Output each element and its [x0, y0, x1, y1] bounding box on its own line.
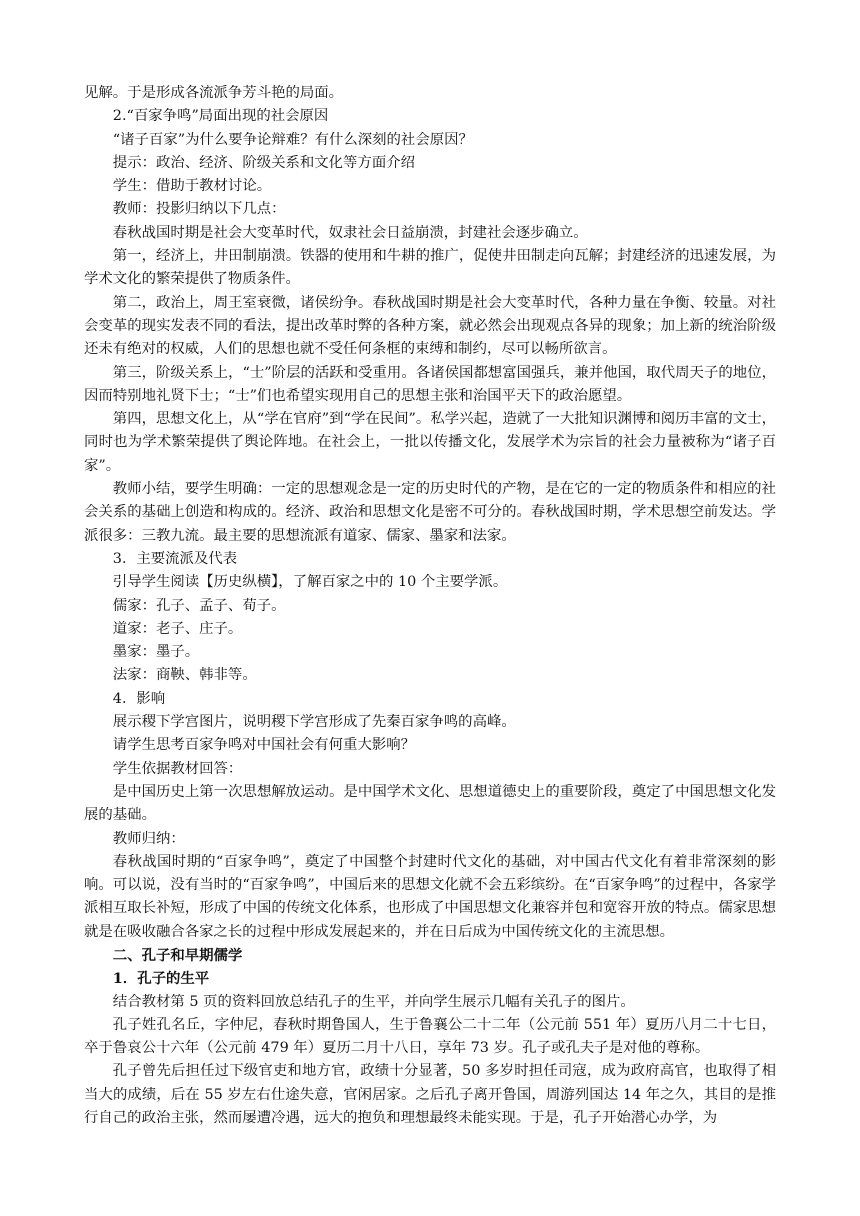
paragraph: 春秋战国时期是社会大变革时代，奴隶社会日益崩溃，封建社会逐步确立。 [112, 224, 588, 241]
paragraph: 提示：政治、经济、阶级关系和文化等方面介绍 [112, 154, 416, 171]
section-heading: 4．影响 [112, 690, 166, 707]
paragraph: “诸子百家”为什么要争论辩难？有什么深刻的社会原因？ [112, 131, 473, 148]
document-page [84, 82, 776, 1130]
paragraph: 第二，政治上，周王室衰微，诸侯纷争。春秋战国时期是社会大变革时代，各种力量在争衡、较量。对社会变革的现实发表不同的看法，提出改革时弊的各种方案，就必然会出现观点各异的现象；加上新的统治阶级还未有绝对的权威，人们的思想也就不受任何条框的束缚和制约，尽可以畅所欲言。 [84, 294, 776, 358]
section-heading: 2.“百家争鸣”局面出现的社会原因 [112, 108, 329, 125]
section-heading: 3．主要流派及代表 [112, 550, 238, 567]
paragraph: 教师：投影归纳以下几点： [112, 201, 286, 218]
paragraph: 学生：借助于教材讨论。 [112, 178, 272, 195]
paragraph: 结合教材第 5 页的资料回放总结孔子的生平，并向学生展示几幅有关孔子的图片。 [112, 993, 635, 1010]
paragraph: 春秋战国时期的“百家争鸣”，奠定了中国整个封建时代文化的基础，对中国古代文化有着非常深刻的影响。可以说，没有当时的“百家争鸣”，中国后来的思想文化就不会五彩缤纷。在“百家争鸣”的过程中，各家学派相互取长补短，形成了中国的传统文化体系，也形成了中国思想文化兼容并包和宽容开放的特点。儒家思想就是在吸收融合各家之长的过程中形成发展起来的，并在日后成为中国传统文化的主流思想。 [84, 853, 776, 940]
paragraph: 第四，思想文化上，从“学在官府”到“学在民间”。私学兴起，造就了一大批知识渊博和阅历丰富的文士，同时也为学术繁荣提供了舆论阵地。在社会上，一批以传播文化，发展学术为宗旨的社会力量被称为“诸子百家”。 [84, 411, 776, 474]
list-item: 儒家：孔子、孟子、荀子。 [112, 597, 286, 614]
paragraph: 展示稷下学宫图片，说明稷下学宫形成了先秦百家争鸣的高峰。 [112, 714, 516, 731]
paragraph: 学生依据教材回答： [112, 760, 243, 777]
paragraph: 是中国历史上第一次思想解放运动。是中国学术文化、思想道德史上的重要阶段，奠定了中国思想文化发展的基础。 [84, 783, 776, 824]
paragraph: 教师小结，要学生明确：一定的思想观念是一定的历史时代的产物，是在它的一定的物质条件和相应的社会关系的基础上创造和构成的。经济、政治和思想文化是密不可分的。春秋战国时期，学术思想空前发达。学派很多：三教九流。最主要的思想流派有道家、儒家、墨家和法家。 [84, 481, 776, 544]
paragraph: 见解。于是形成各流派争芳斗艳的局面。 [84, 85, 344, 101]
paragraph: 教师归纳： [112, 830, 185, 847]
paragraph: 引导学生阅读【历史纵横】，了解百家之中的 10 个主要学派。 [112, 574, 508, 591]
paragraph: 第一，经济上，井田制崩溃。铁器的使用和牛耕的推广，促使井田制走向瓦解；封建经济的迅速发展，为学术文化的繁荣提供了物质条件。 [84, 248, 776, 288]
list-item: 墨家：墨子。 [112, 644, 200, 661]
list-item: 法家：商鞅、韩非等。 [112, 667, 257, 684]
paragraph: 第三，阶级关系上，“士”阶层的活跃和受重用。各诸侯国都想富国强兵，兼并他国，取代周天子的地位，因而特别地礼贤下士；“士”们也希望实现用自己的思想主张和治国平天下的政治愿望。 [84, 364, 776, 404]
chapter-heading: 二、孔子和早期儒学 [112, 946, 243, 964]
section-heading: 1．孔子的生平 [112, 970, 210, 988]
paragraph: 孔子曾先后担任过下级官吏和地方官，政绩十分显著，50 多岁时担任司寇，成为政府高官，也取得了相当大的成绩，后在 55 岁左右仕途失意，官闲居家。之后孔子离开鲁国，周游列国达 14 年之久，其目的是推行自己的政治主张，然而屡遭冷遇，远大的抱负和理想最终未能实现。于是，孔子开始潜心办学，为 [84, 1063, 776, 1127]
paragraph: 孔子姓孔名丘，字仲尼，春秋时期鲁国人，生于鲁襄公二十二年（公元前 551 年）夏历八月二十七日，卒于鲁哀公十六年（公元前 479 年）夏历二月十八日，享年 73 岁。孔子或孔夫子是对他的尊称。 [84, 1016, 776, 1057]
paragraph: 请学生思考百家争鸣对中国社会有何重大影响？ [112, 737, 416, 754]
list-item: 道家：老子、庄子。 [112, 620, 243, 637]
